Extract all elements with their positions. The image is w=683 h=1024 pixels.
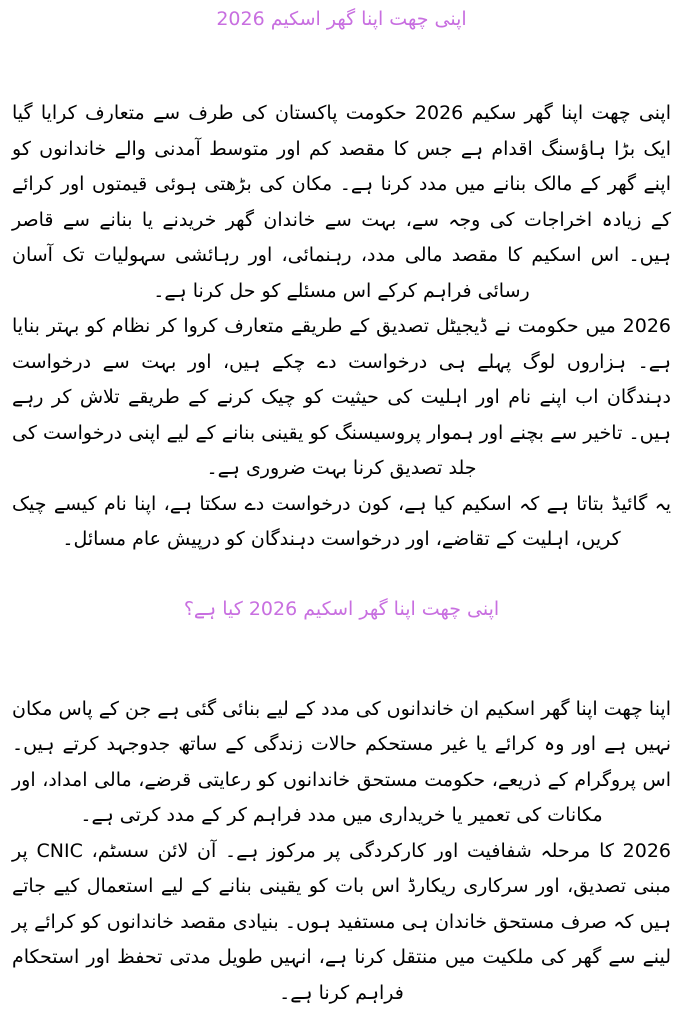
intro-paragraph-3: یہ گائیڈ بتاتا ہے کہ اسکیم کیا ہے، کون درخواست دے سکتا ہے، اپنا نام کیسے چیک کریں، اہلیت کے تقاضے، اور درخواست دہندگان کو درپیش عام مسائل۔ <box>12 492 671 550</box>
section-paragraph-1: اپنا چھت اپنا گھر اسکیم ان خاندانوں کی مدد کے لیے بنائی گئی ہے جن کے پاس مکان نہیں ہے اور وہ کرائے یا غیر مستحکم حالات زندگی کے ساتھ جدوجہد کرتے ہیں۔ اس پروگرام کے ذریعے، حکومت مستحق خاندانوں کو رعایتی قرضے، مالی امداد، اور مکانات کی تعمیر یا خریداری میں مدد فراہم کر کے مدد کرتی ہے۔ <box>12 697 671 826</box>
section-heading: اپنی چھت اپنا گھر اسکیم 2026 کیا ہے؟ <box>183 597 500 620</box>
page-title: اپنی چھت اپنا گھر اسکیم 2026 <box>216 8 467 30</box>
intro-paragraph-2: 2026 میں حکومت نے ڈیجیٹل تصدیق کے طریقے متعارف کروا کر نظام کو بہتر بنایا ہے۔ ہزاروں لوگ پہلے ہی درخواست دے چکے ہیں، اور بہت سے درخواست دہندگان اب اپنے نام اور اہلیت کی حیثیت کو چیک کرنے کے طریقے تلاش کر رہے ہیں۔ تاخیر سے بچنے اور ہموار پروسیسنگ کو یقینی بنانے کے لیے اپنی درخواست کی جلد تصدیق کرنا بہت ضروری ہے۔ <box>12 315 671 479</box>
intro-paragraph-1: اپنی چھت اپنا گھر سکیم 2026 حکومت پاکستان کی طرف سے متعارف کرایا گیا ایک بڑا ہاؤسنگ اقدام ہے جس کا مقصد کم اور متوسط آمدنی والے خاندانوں کو اپنے گھر کے مالک بنانے میں مدد کرنا ہے۔ مکان کی بڑھتی ہوئی قیمتوں اور کرائے کے زیادہ اخراجات کی وجہ سے، بہت سے خاندان گھر خریدنے یا بنانے سے قاصر ہیں۔ اس اسکیم کا مقصد مالی مدد، رہنمائی، اور رہائشی سہولیات تک آسان رسائی فراہم کرکے اس مسئلے کو حل کرنا ہے۔ <box>12 102 671 302</box>
section-paragraph-2: 2026 کا مرحلہ شفافیت اور کارکردگی پر مرکوز ہے۔ آن لائن سسٹم، CNIC پر مبنی تصدیق، اور سرکاری ریکارڈ اس بات کو یقینی بنانے کے لیے استعمال کیے جاتے ہیں کہ صرف مستحق خاندان ہی مستفید ہوں۔ بنیادی مقصد خاندانوں کو کرائے پر لینے سے گھر کی ملکیت میں منتقل کرنا ہے، انہیں طویل مدتی تحفظ اور استحکام فراہم کرنا ہے۔ <box>12 839 671 1004</box>
